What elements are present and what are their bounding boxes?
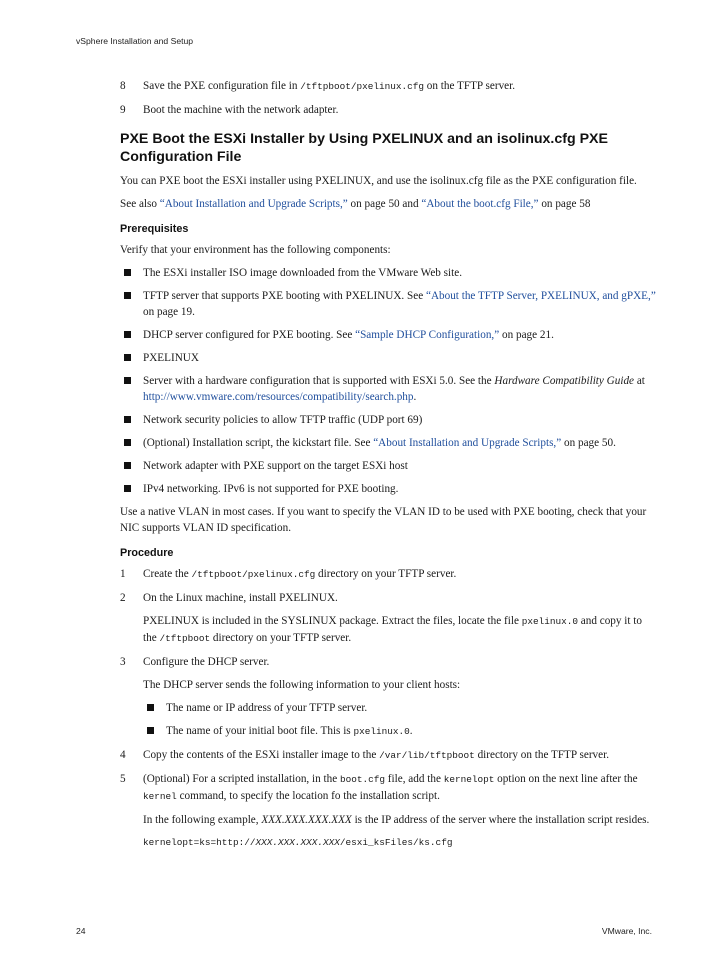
- step-number: 2: [120, 592, 126, 604]
- list-item: Server with a hardware configuration that is supported with ESXi 5.0. See the Hardware Compatibility Guide at http://www.vmware.com/resources/compatibility/search.php.: [120, 373, 656, 405]
- prerequisites-heading: Prerequisites: [120, 223, 189, 235]
- list-item: The ESXi installer ISO image downloaded from the VMware Web site.: [120, 265, 656, 281]
- bullet-icon: [143, 700, 166, 716]
- link-compatibility-search[interactable]: http://www.vmware.com/resources/compatibility/search.php: [143, 391, 414, 403]
- see-also: See also “About Installation and Upgrade Scripts,” on page 50 and “About the boot.cfg File,” on page 58: [120, 198, 591, 210]
- guide-title: Hardware Compatibility Guide: [494, 375, 635, 387]
- vlan-note: Use a native VLAN in most cases. If you want to specify the VLAN ID to be used with PXE booting, check that your NIC supports VLAN ID specification.: [120, 506, 647, 534]
- step-3: [120, 654, 656, 740]
- inline-code: pxelinux.0: [521, 616, 578, 627]
- bullet-icon: [120, 481, 143, 497]
- step-text: Create the /tftpboot/pxelinux.cfg directory on your TFTP server.: [143, 568, 457, 580]
- step-text: Boot the machine with the network adapter.: [143, 104, 339, 116]
- step-2: [120, 590, 656, 647]
- section-intro: You can PXE boot the ESXi installer using PXELINUX, and use the isolinux.cfg file as the PXE configuration file.: [120, 175, 637, 187]
- step-detail: The DHCP server sends the following information to your client hosts:: [143, 679, 461, 691]
- link-installation-scripts-2[interactable]: “About Installation and Upgrade Scripts,”: [373, 437, 562, 449]
- code-example: kernelopt=ks=http://XXX.XXX.XXX.XXX/esxi_ksFiles/ks.cfg: [143, 837, 453, 848]
- step-1: [120, 566, 656, 583]
- page-number: 24: [76, 926, 86, 936]
- step-number: 8: [120, 80, 126, 92]
- link-installation-scripts[interactable]: “About Installation and Upgrade Scripts,”: [159, 198, 348, 210]
- link-tftp-server[interactable]: “About the TFTP Server, PXELINUX, and gPXE,”: [425, 290, 656, 302]
- bullet-icon: [143, 723, 166, 740]
- page-content: [120, 78, 656, 857]
- step-text: (Optional) For a scripted installation, in the boot.cfg file, add the kernelopt option on the next line after the kernel command, to specify the location fo the installation script.: [143, 773, 638, 802]
- inline-code: /var/lib/tftpboot: [379, 750, 475, 761]
- step-number: 1: [120, 568, 126, 580]
- step-text: On the Linux machine, install PXELINUX.: [143, 592, 338, 604]
- list-item: The name or IP address of your TFTP server.: [143, 700, 656, 716]
- step-number: 9: [120, 104, 126, 116]
- list-item: The name of your initial boot file. This is pxelinux.0.: [143, 723, 656, 740]
- bullet-icon: [120, 327, 143, 343]
- inline-code: kernelopt: [443, 774, 495, 785]
- list-item: DHCP server configured for PXE booting. See “Sample DHCP Configuration,” on page 21.: [120, 327, 656, 343]
- bullet-icon: [120, 265, 143, 281]
- inline-code: pxelinux.0: [353, 726, 410, 737]
- inline-code: /tftpboot: [159, 633, 211, 644]
- publisher-footer: VMware, Inc.: [601, 926, 652, 936]
- sub-list: [143, 700, 656, 740]
- link-boot-cfg[interactable]: “About the boot.cfg File,”: [421, 198, 539, 210]
- step-number: 3: [120, 656, 126, 668]
- running-header: vSphere Installation and Setup: [76, 36, 194, 46]
- inline-code: /tftpboot/pxelinux.cfg: [300, 81, 424, 92]
- list-item: TFTP server that supports PXE booting with PXELINUX. See “About the TFTP Server, PXELINUX, and gPXE,” on page 19.: [120, 288, 656, 320]
- step-detail: PXELINUX is included in the SYSLINUX package. Extract the files, locate the file pxelinux.0 and copy it to the /tftpboot directory on your TFTP server.: [143, 615, 642, 644]
- bullet-icon: [120, 435, 143, 451]
- step-5: [120, 771, 656, 850]
- section-title: PXE Boot the ESXi Installer by Using PXELINUX and an isolinux.cfg PXE Configuration File: [120, 131, 608, 165]
- list-item: IPv4 networking. IPv6 is not supported for PXE booting.: [120, 481, 656, 497]
- step-detail: In the following example, XXX.XXX.XXX.XXX is the IP address of the server where the installation script resides.: [143, 814, 650, 826]
- step-text: Copy the contents of the ESXi installer image to the /var/lib/tftpboot directory on the TFTP server.: [143, 749, 610, 761]
- bullet-icon: [120, 458, 143, 474]
- step-text: Save the PXE configuration file in /tftpboot/pxelinux.cfg on the TFTP server.: [143, 80, 516, 92]
- inline-code: /tftpboot/pxelinux.cfg: [191, 569, 316, 580]
- list-item: PXELINUX: [120, 350, 656, 366]
- bullet-icon: [120, 412, 143, 428]
- bullet-icon: [120, 288, 143, 320]
- prerequisites-intro: Verify that your environment has the following components:: [120, 244, 391, 256]
- link-dhcp-config[interactable]: “Sample DHCP Configuration,”: [355, 329, 500, 341]
- step-number: 4: [120, 749, 126, 761]
- step-9: [120, 102, 656, 118]
- step-8: [120, 78, 656, 95]
- inline-code: boot.cfg: [339, 774, 385, 785]
- list-item: (Optional) Installation script, the kickstart file. See “About Installation and Upgrade Scripts,” on page 50.: [120, 435, 656, 451]
- list-item: Network security policies to allow TFTP traffic (UDP port 69): [120, 412, 656, 428]
- inline-code: kernel: [143, 791, 177, 802]
- list-item: Network adapter with PXE support on the target ESXi host: [120, 458, 656, 474]
- step-4: [120, 747, 656, 764]
- bullet-icon: [120, 373, 143, 405]
- ip-placeholder: XXX.XXX.XXX.XXX: [261, 814, 352, 826]
- bullet-icon: [120, 350, 143, 366]
- step-number: 5: [120, 773, 126, 785]
- step-text: Configure the DHCP server.: [143, 656, 270, 668]
- procedure-heading: Procedure: [120, 547, 174, 559]
